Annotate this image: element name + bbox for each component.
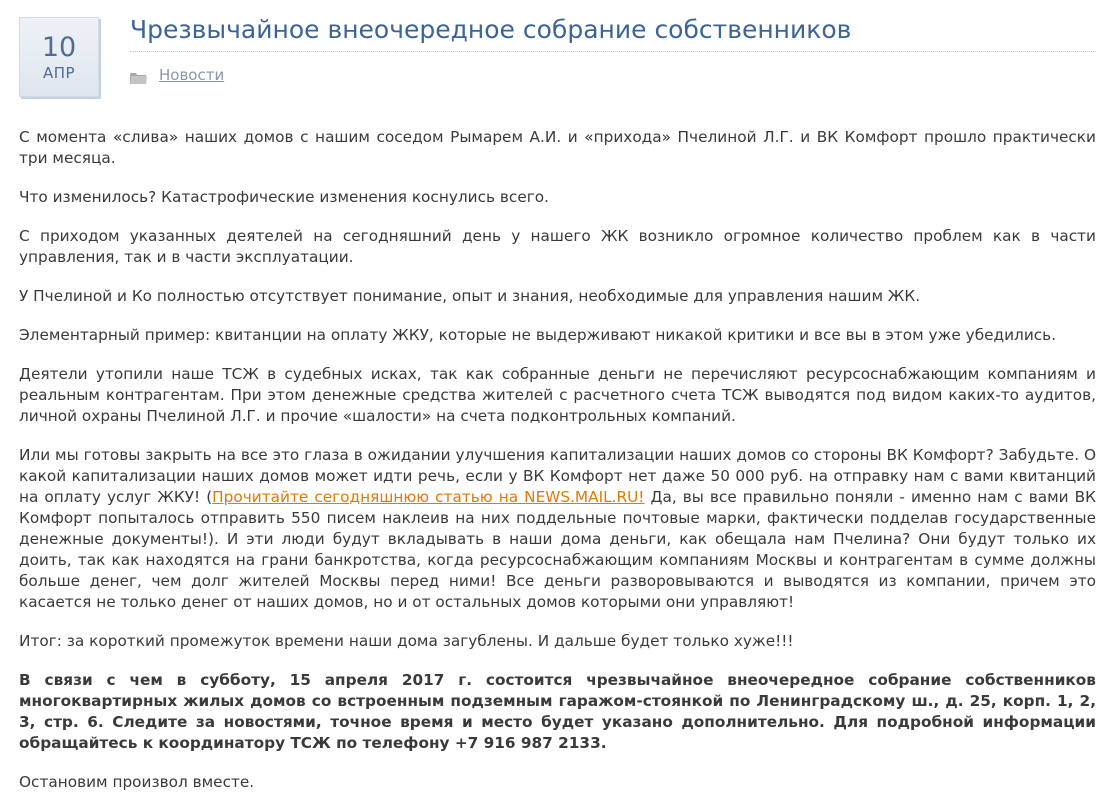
post-content (19, 127, 1096, 811)
paragraph-text: Или мы готовы закрыть на все это глаза в ожидании улучшения капитализации наших домов со стороны ВК Комфорт? Забудьте. О какой капитализации наших домов может идти речь, если у ВК Комфорт нет даже 50 000 руб. на отправку нам с вами квитанций на оплату услуг ЖКУ! ( (19, 446, 1096, 506)
post-title[interactable]: Чрезвычайное внеочередное собрание собственников (130, 15, 852, 44)
news-mail-article-link[interactable]: Прочитайте сегодняшнюю статью на NEWS.MAIL.RU! (212, 488, 645, 506)
post-date-badge (19, 17, 99, 97)
folder-icon (130, 69, 148, 81)
paragraph: Деятели утопили наше ТСЖ в судебных исках, так как собранные деньги не перечисляют ресурсоснабжающим компаниям и реальным контрагентам. При этом денежные средства жителей с расчетного счета ТСЖ выводятся под видом каких-то аудитов, личной охраны Пчелиной Л.Г. и прочие «шалости» на счета подконтрольных компаний. (19, 365, 1096, 425)
paragraph: Элементарный пример: квитанции на оплату ЖКУ, которые не выдерживают никакой критики и все вы в этом уже убедились. (19, 326, 1057, 344)
meeting-announcement: В связи с чем в субботу, 15 апреля 2017 г. состоится чрезвычайное внеочередное собрание собственников многоквартирных жилых домов со встроенным подземным гаражом-стоянкой по Ленинградскому ш., д. 25, корп. 1, 2, 3, стр. 6. Следите за новостями, точное время и место будет указано дополнительно. Для подробной информации обращайтесь к координатору ТСЖ по телефону +7 916 987 2133. (19, 671, 1096, 752)
paragraph: С момента «слива» наших домов с нашим соседом Рымарем А.И. и «прихода» Пчелиной Л.Г. и ВК Комфорт прошло практически три месяца. (19, 128, 1096, 167)
summary-paragraph: Итог: за короткий промежуток времени наши дома загублены. И дальше будет только хуже!!! (19, 632, 794, 650)
paragraph-with-link (19, 445, 1096, 613)
post-date-day: 10 (41, 32, 77, 63)
paragraph-text: Да, вы все правильно поняли - именно нам с вами ВК Комфорт попыталось отправить 550 писем наклеив на них поддельные почтовые марки, фактически подделав государственные денежные документы!). И эти люди будут вкладывать в наши дома деньги, как обещала нам Пчелина? Они будут только их доить, так как находятся на грани банкротства, когда ресурсоснабжающим компаниям Москвы и контрагентам в сумме должны больше денег, чем долг жителей Москвы перед ними! Все деньги разворовываются и выводятся из компании, причем это касается не только денег от наших домов, но и от остальных домов которыми они управляют! (19, 488, 1097, 611)
title-divider (130, 51, 1096, 52)
paragraph: У Пчелиной и Ко полностью отсутствует понимание, опыт и знания, необходимые для управления нашим ЖК. (19, 287, 921, 305)
closing-paragraph: Остановим произвол вместе. (19, 773, 255, 791)
paragraph: С приходом указанных деятелей на сегодняшний день у нашего ЖК возникло огромное количество проблем как в части управления, так и в части эксплуатации. (19, 227, 1096, 266)
post-category (130, 64, 224, 86)
post-date-month: АПР (42, 64, 76, 82)
category-link-news[interactable]: Новости (159, 66, 225, 84)
paragraph: Что изменилось? Катастрофические изменения коснулись всего. (19, 188, 549, 206)
